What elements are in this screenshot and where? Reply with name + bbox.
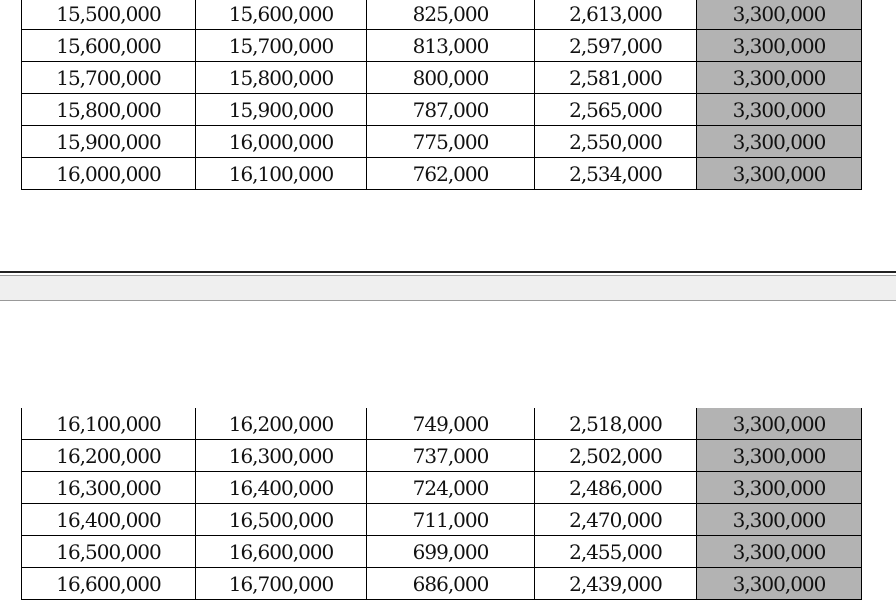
table-cell: 15,900,000	[196, 94, 367, 126]
table-row	[22, 408, 862, 440]
table-cell: 2,455,000	[535, 536, 697, 568]
table-cell: 2,534,000	[535, 158, 697, 190]
table-cell: 2,518,000	[535, 408, 697, 440]
table-cell-shaded: 3,300,000	[697, 408, 862, 440]
table-row	[22, 158, 862, 190]
table-row	[22, 0, 862, 30]
table-cell-shaded: 3,300,000	[697, 94, 862, 126]
table-cell: 2,613,000	[535, 0, 697, 30]
table-row	[22, 504, 862, 536]
table-cell-shaded: 3,300,000	[697, 504, 862, 536]
table-cell: 16,400,000	[196, 472, 367, 504]
table-row	[22, 62, 862, 94]
table-cell-shaded: 3,300,000	[697, 62, 862, 94]
table-cell: 2,597,000	[535, 30, 697, 62]
table-cell-shaded: 3,300,000	[697, 30, 862, 62]
table-cell-shaded: 3,300,000	[697, 568, 862, 600]
table-row	[22, 568, 862, 600]
table-cell: 16,300,000	[22, 472, 196, 504]
table-cell: 749,000	[367, 408, 535, 440]
table-row	[22, 536, 862, 568]
data-table-bottom	[21, 408, 862, 600]
table-cell: 737,000	[367, 440, 535, 472]
table-cell: 2,502,000	[535, 440, 697, 472]
table-cell-shaded: 3,300,000	[697, 472, 862, 504]
table-cell: 2,581,000	[535, 62, 697, 94]
table-cell: 825,000	[367, 0, 535, 30]
table-cell-shaded: 3,300,000	[697, 536, 862, 568]
table-cell: 813,000	[367, 30, 535, 62]
table-cell-shaded: 3,300,000	[697, 126, 862, 158]
table-cell: 2,486,000	[535, 472, 697, 504]
table-cell: 15,900,000	[22, 126, 196, 158]
table-cell: 16,100,000	[22, 408, 196, 440]
table-row	[22, 472, 862, 504]
table-cell: 15,800,000	[196, 62, 367, 94]
table-cell: 787,000	[367, 94, 535, 126]
data-table-top	[21, 0, 862, 190]
table-cell: 800,000	[367, 62, 535, 94]
table-cell: 724,000	[367, 472, 535, 504]
table-cell: 711,000	[367, 504, 535, 536]
table-cell: 2,565,000	[535, 94, 697, 126]
table-cell: 2,470,000	[535, 504, 697, 536]
table-cell: 15,600,000	[196, 0, 367, 30]
table-cell: 16,400,000	[22, 504, 196, 536]
table-cell: 699,000	[367, 536, 535, 568]
table-cell: 16,500,000	[196, 504, 367, 536]
table-cell: 15,700,000	[22, 62, 196, 94]
table-cell: 16,200,000	[196, 408, 367, 440]
table-cell: 15,700,000	[196, 30, 367, 62]
table-cell: 16,200,000	[22, 440, 196, 472]
table-row	[22, 440, 862, 472]
table-cell-shaded: 3,300,000	[697, 440, 862, 472]
table-cell: 15,600,000	[22, 30, 196, 62]
table-cell: 16,500,000	[22, 536, 196, 568]
page-break-line	[0, 271, 896, 273]
table-cell-shaded: 3,300,000	[697, 0, 862, 30]
table-cell: 16,700,000	[196, 568, 367, 600]
table-row	[22, 94, 862, 126]
table-cell: 16,000,000	[22, 158, 196, 190]
table-cell-shaded: 3,300,000	[697, 158, 862, 190]
table-row	[22, 126, 862, 158]
table-cell: 16,600,000	[196, 536, 367, 568]
table-cell: 16,100,000	[196, 158, 367, 190]
page-break-band	[0, 275, 896, 301]
table-cell: 16,300,000	[196, 440, 367, 472]
table-cell: 775,000	[367, 126, 535, 158]
table-cell: 15,500,000	[22, 0, 196, 30]
table-row	[22, 30, 862, 62]
table-cell: 16,000,000	[196, 126, 367, 158]
table-cell: 686,000	[367, 568, 535, 600]
table-cell: 762,000	[367, 158, 535, 190]
table-cell: 2,439,000	[535, 568, 697, 600]
table-cell: 16,600,000	[22, 568, 196, 600]
table-cell: 15,800,000	[22, 94, 196, 126]
table-cell: 2,550,000	[535, 126, 697, 158]
